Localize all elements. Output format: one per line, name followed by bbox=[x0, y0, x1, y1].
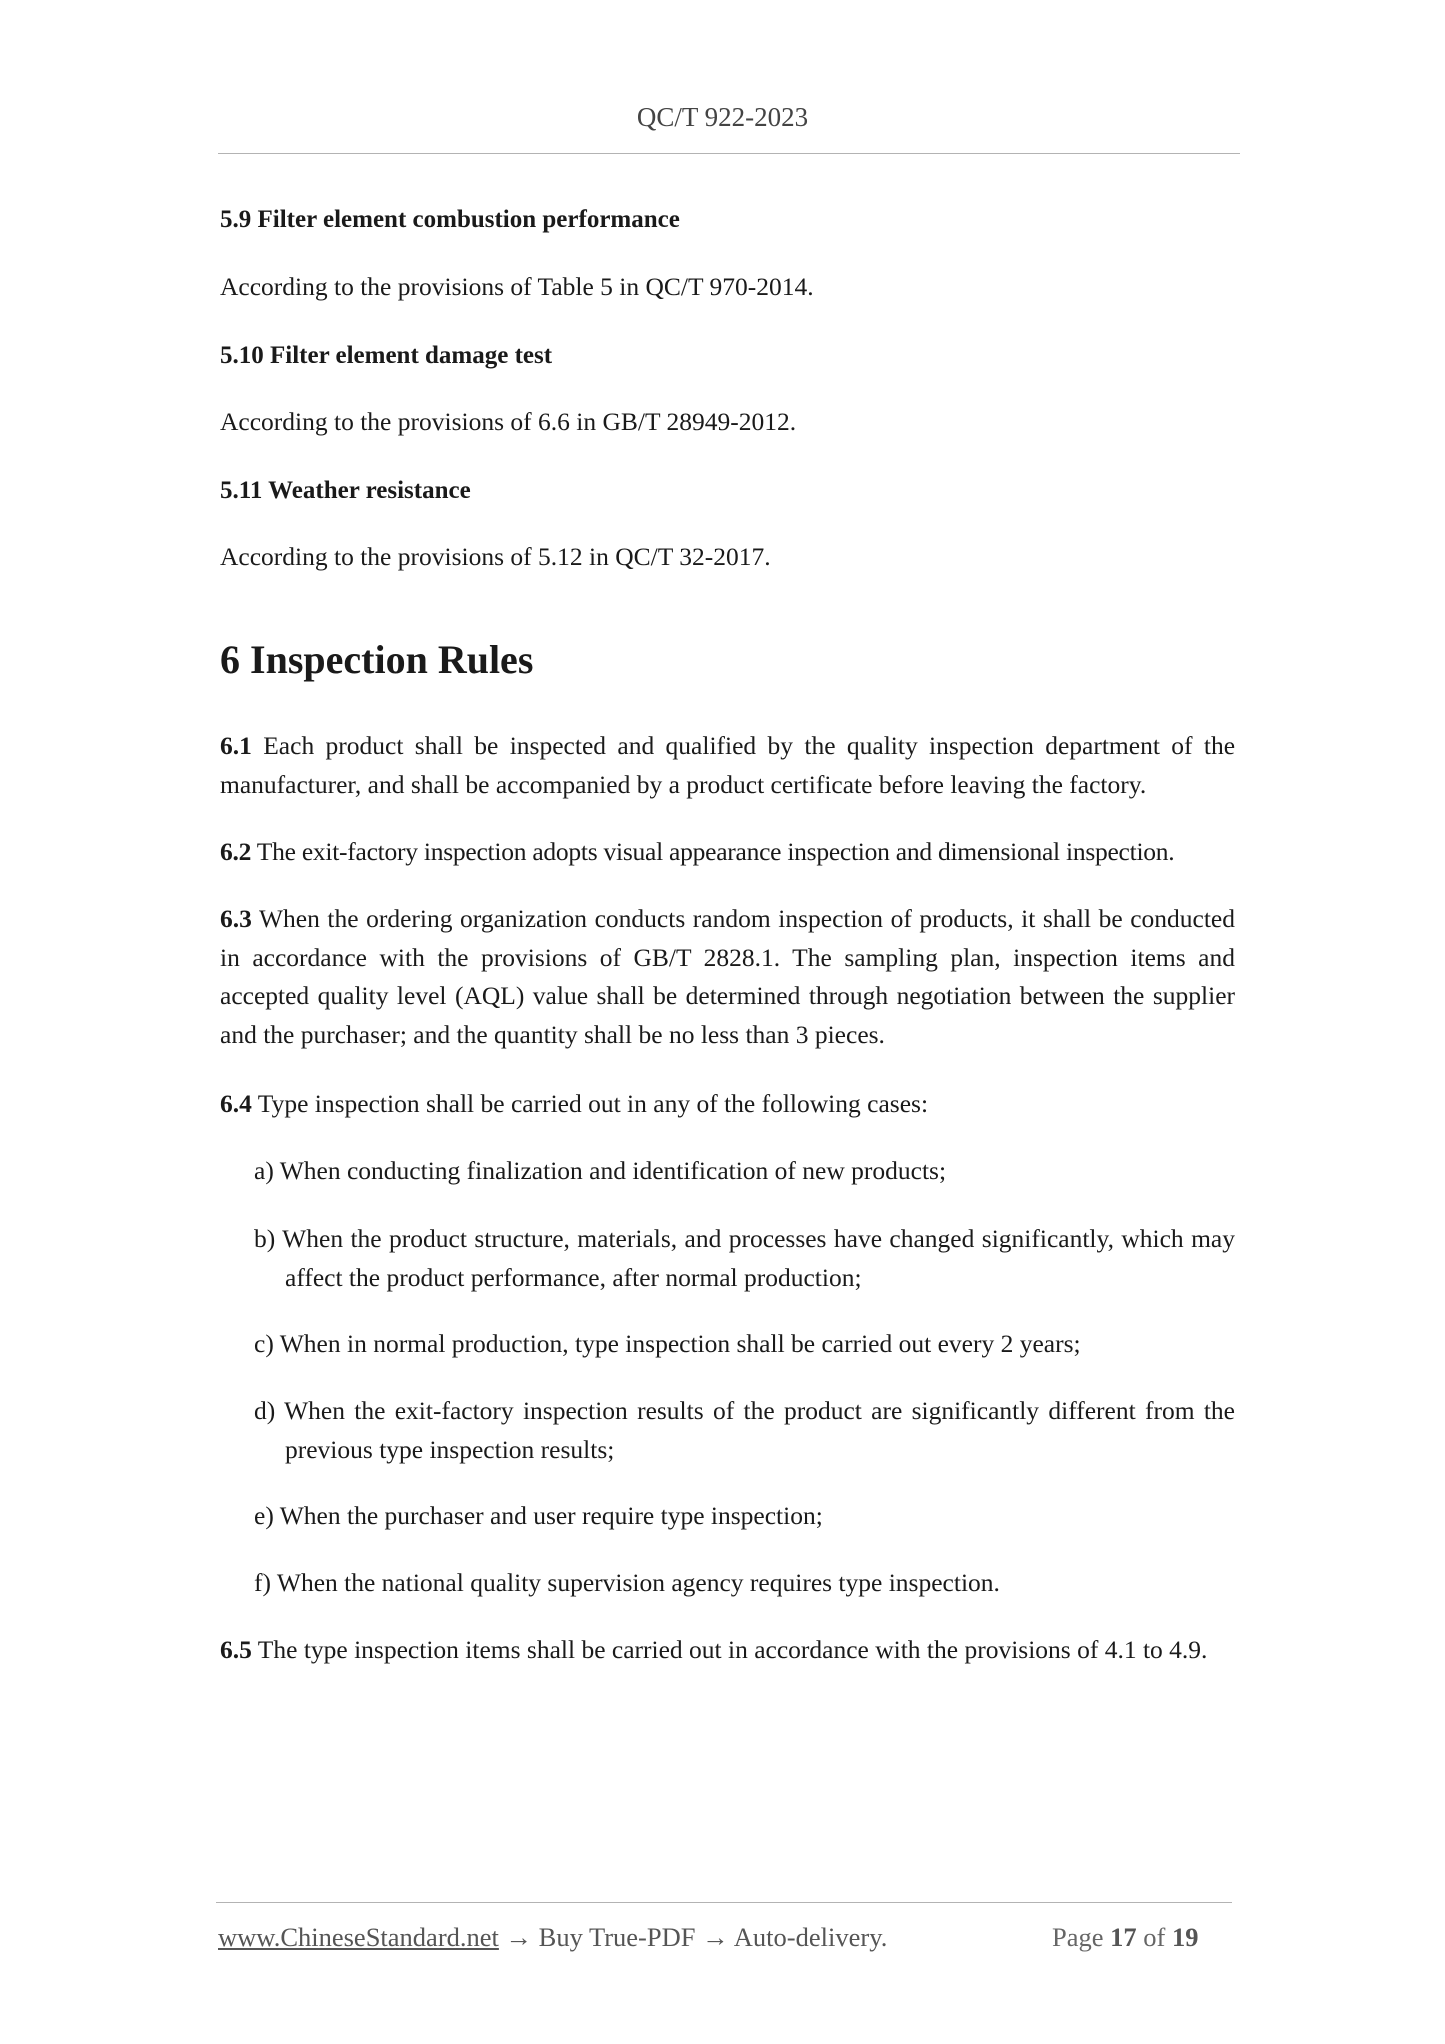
clause-6-5 bbox=[220, 1631, 1235, 1670]
clause-text: The exit-factory inspection adopts visual appearance inspection and dimensional inspection. bbox=[256, 837, 1175, 866]
of-label: of bbox=[1143, 1922, 1166, 1952]
paragraph-5-10: According to the provisions of 6.6 in GB/T 28949-2012. bbox=[220, 407, 797, 436]
section-6-title: 6 Inspection Rules bbox=[220, 637, 534, 682]
clause-number: 6.3 bbox=[220, 904, 252, 933]
current-page-number: 17 bbox=[1110, 1922, 1137, 1952]
case-item-a: a) When conducting finalization and identification of new products; bbox=[254, 1156, 947, 1185]
page-number bbox=[1052, 1922, 1198, 1953]
clause-text: When the ordering organization conducts random inspection of products, it shall be conducted in accordance with the provisions of GB/T 2828.1. The sampling plan, inspection items and accepted quality level (AQL) value shall be determined through negotiation between the supplier and the purchaser; and the quantity shall be no less than 3 pieces. bbox=[220, 904, 1235, 1049]
case-item-c: c) When in normal production, type inspection shall be carried out every 2 years; bbox=[254, 1329, 1081, 1358]
clause-text: The type inspection items shall be carried out in accordance with the provisions of 4.1 to 4.9. bbox=[257, 1635, 1208, 1664]
page-label: Page bbox=[1052, 1922, 1104, 1952]
total-pages-number: 19 bbox=[1171, 1922, 1199, 1952]
website-link[interactable]: www.ChineseStandard.net bbox=[218, 1922, 499, 1952]
case-item-f: f) When the national quality supervision agency requires type inspection. bbox=[254, 1568, 1000, 1597]
arrow-right-icon: → bbox=[702, 1922, 729, 1952]
arrow-right-icon: → bbox=[505, 1922, 533, 1952]
heading-5-9: 5.9 Filter element combustion performance bbox=[220, 206, 680, 233]
paragraph-5-11: According to the provisions of 5.12 in QC/T 32-2017. bbox=[220, 542, 771, 571]
auto-delivery-text: Auto-delivery. bbox=[733, 1922, 888, 1952]
page-header-title: QC/T 922-2023 bbox=[636, 102, 809, 132]
case-item-e: e) When the purchaser and user require type inspection; bbox=[254, 1501, 823, 1530]
heading-5-11: 5.11 Weather resistance bbox=[220, 477, 471, 504]
clause-6-3 bbox=[220, 900, 1235, 1054]
clause-text: Type inspection shall be carried out in any of the following cases: bbox=[257, 1089, 929, 1118]
footer-divider bbox=[216, 1902, 1232, 1903]
clause-number: 6.4 bbox=[220, 1089, 252, 1118]
clause-6-1 bbox=[220, 727, 1235, 804]
clause-6-4 bbox=[220, 1085, 1235, 1124]
buy-true-pdf-text: Buy True-PDF bbox=[538, 1922, 696, 1952]
footer-promo bbox=[218, 1922, 887, 1953]
clause-text: Each product shall be inspected and qualified by the quality inspection department of the manufacturer, and shall be accompanied by a product certificate before leaving the factory. bbox=[220, 731, 1236, 799]
heading-5-10: 5.10 Filter element damage test bbox=[220, 342, 553, 369]
clause-number: 6.1 bbox=[220, 731, 252, 760]
clause-number: 6.2 bbox=[220, 837, 252, 866]
clause-6-2 bbox=[220, 833, 1235, 872]
case-item-d: d) When the exit-factory inspection results of the product are significantly different from the previous type inspection results; bbox=[254, 1396, 1235, 1464]
clause-number: 6.5 bbox=[220, 1635, 252, 1664]
header-divider bbox=[218, 153, 1240, 154]
paragraph-5-9: According to the provisions of Table 5 in QC/T 970-2014. bbox=[220, 272, 814, 301]
case-item-b: b) When the product structure, materials, and processes have changed significantly, which may affect the product performance, after normal production; bbox=[254, 1224, 1235, 1292]
